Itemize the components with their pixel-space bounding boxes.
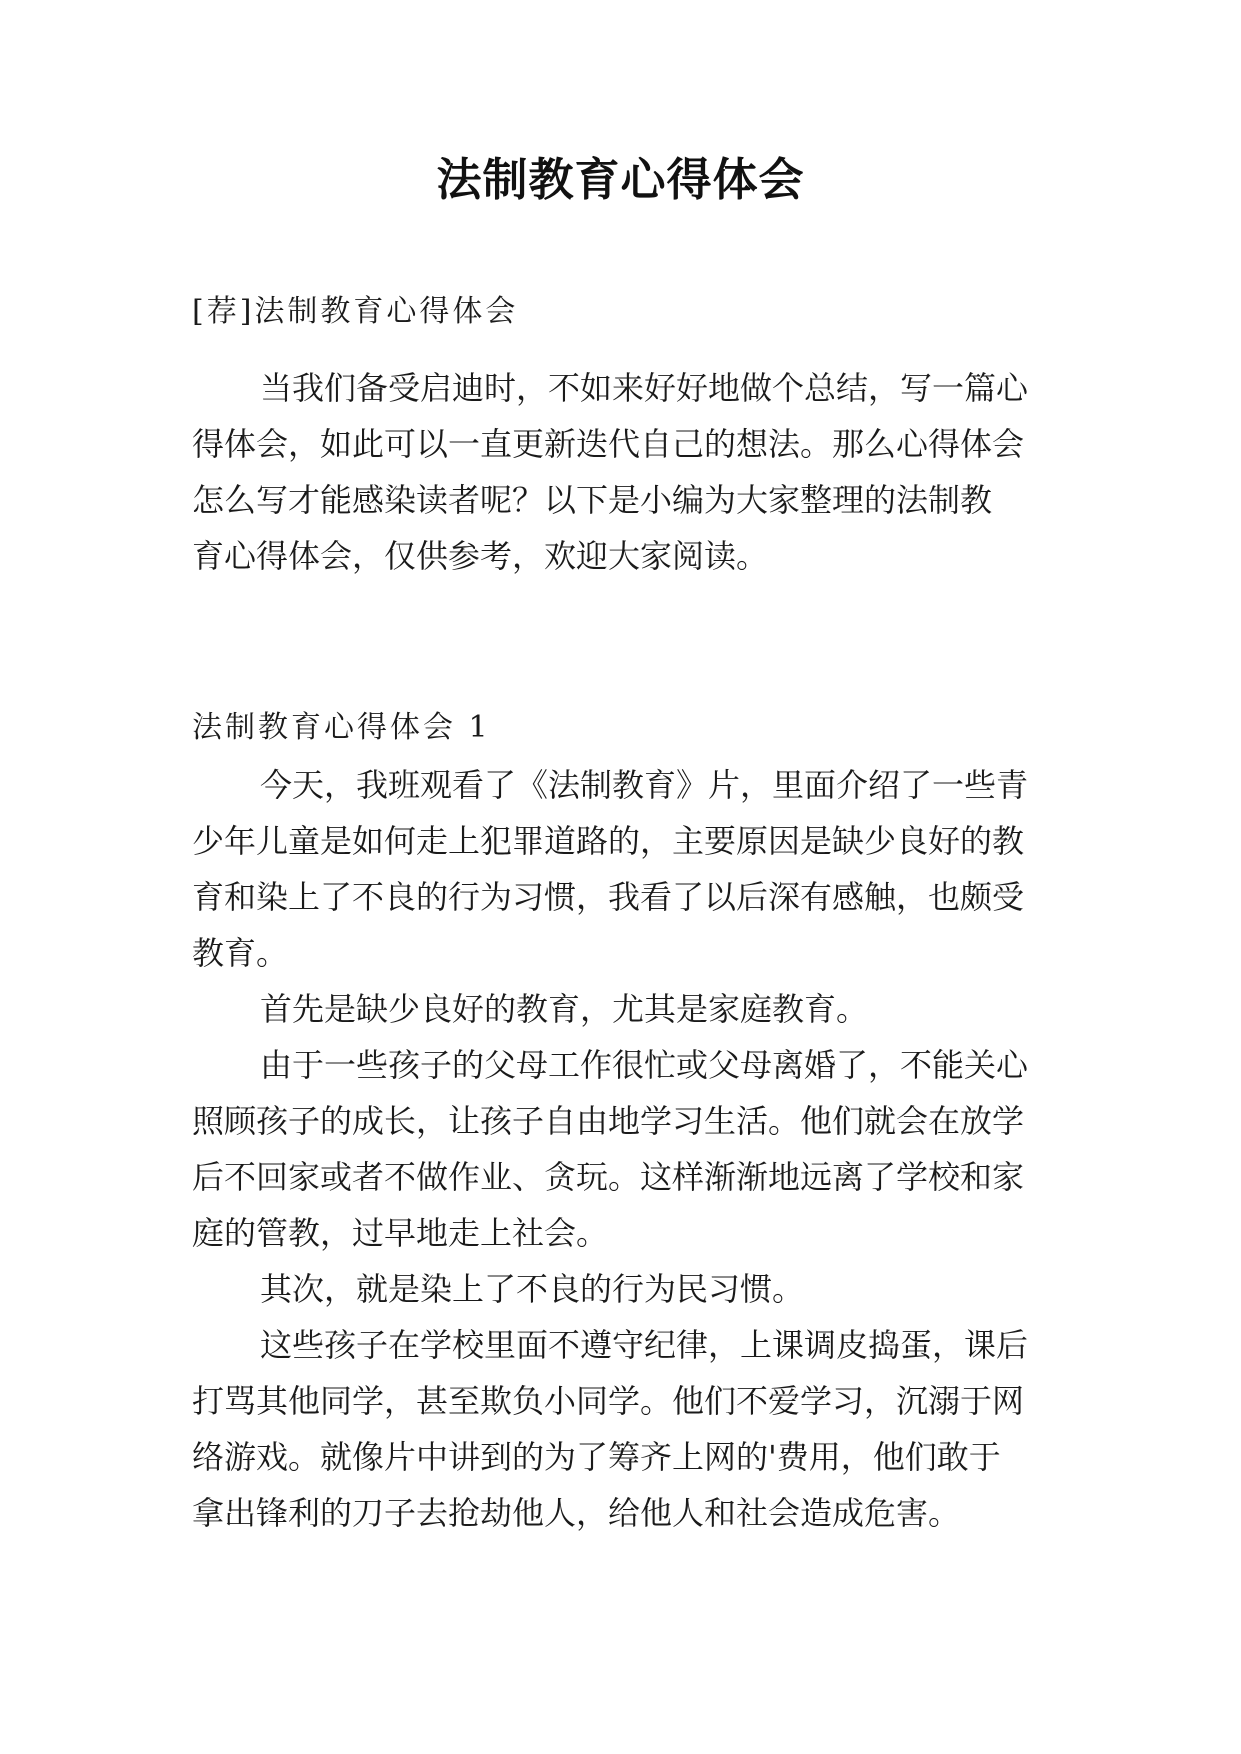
body-line: 由于一些孩子的父母工作很忙或父母离婚了，不能关心 <box>260 1046 1029 1084</box>
body-line: 其次，就是染上了不良的行为民习惯。 <box>260 1270 805 1308</box>
body-line: 庭的管教，过早地走上社会。 <box>192 1214 609 1252</box>
body-line: 育和染上了不良的行为习惯，我看了以后深有感触，也颇受 <box>192 878 1025 916</box>
document-subtitle: [荐]法制教育心得体会 <box>192 294 519 329</box>
body-line: 后不回家或者不做作业、贪玩。这样渐渐地远离了学校和家 <box>192 1158 1025 1196</box>
body-line: 打骂其他同学，甚至欺负小同学。他们不爱学习，沉溺于网 <box>192 1382 1025 1420</box>
intro-line: 得体会，如此可以一直更新迭代自己的想法。那么心得体会 <box>192 425 1025 463</box>
body-line: 少年儿童是如何走上犯罪道路的，主要原因是缺少良好的教 <box>192 822 1025 860</box>
body-line: 今天，我班观看了《法制教育》片，里面介绍了一些青 <box>260 766 1029 804</box>
body-line: 教育。 <box>192 934 289 972</box>
intro-line: 育心得体会，仅供参考，欢迎大家阅读。 <box>192 537 769 575</box>
body-line: 这些孩子在学校里面不遵守纪律，上课调皮捣蛋，课后 <box>260 1326 1029 1364</box>
body-line: 照顾孩子的成长，让孩子自由地学习生活。他们就会在放学 <box>192 1102 1025 1140</box>
body-line: 拿出锋利的刀子去抢劫他人，给他人和社会造成危害。 <box>192 1494 961 1532</box>
section-heading: 法制教育心得体会 1 <box>192 710 491 745</box>
body-line: 络游戏。就像片中讲到的为了筹齐上网的'费用，他们敢于 <box>192 1438 1001 1476</box>
intro-line: 当我们备受启迪时，不如来好好地做个总结，写一篇心 <box>260 369 1029 407</box>
body-line: 首先是缺少良好的教育，尤其是家庭教育。 <box>260 990 869 1028</box>
page-title: 法制教育心得体会 <box>436 153 805 206</box>
intro-line: 怎么写才能感染读者呢？以下是小编为大家整理的法制教 <box>192 481 993 519</box>
